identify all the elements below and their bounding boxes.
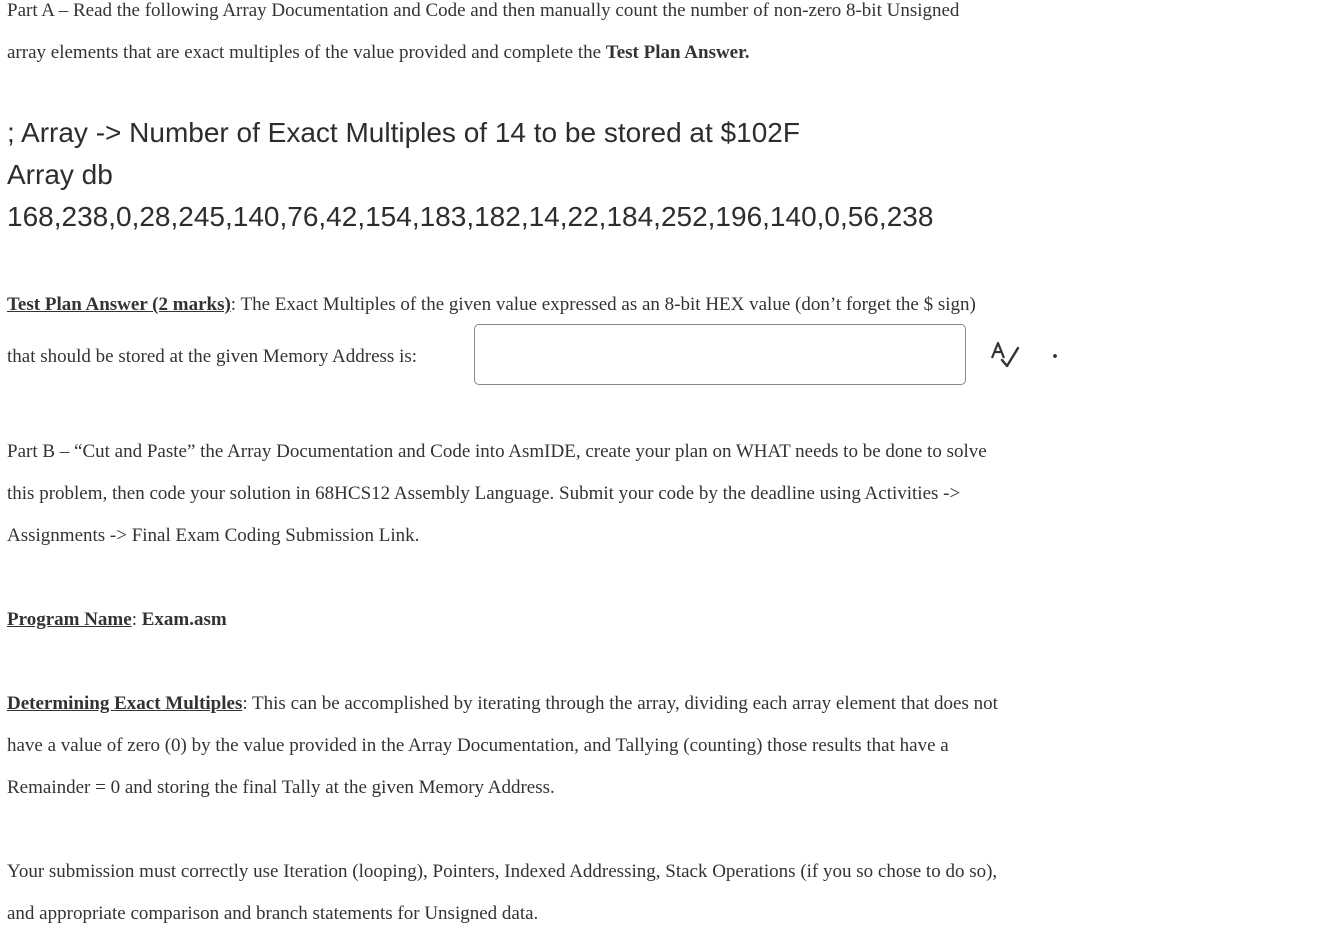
- part-a-line-2: [7, 42, 750, 64]
- code-array-values: 168,238,0,28,245,140,76,42,154,183,182,14,22,184,252,196,140,0,56,238: [7, 201, 934, 232]
- part-a-line-1: Part A – Read the following Array Documentation and Code and then manually count the number of non-zero 8-bit Unsigned: [7, 0, 960, 21]
- trailing-period: .: [1052, 338, 1058, 364]
- test-plan-answer-input[interactable]: [474, 324, 966, 385]
- part-b-line-2: this problem, then code your solution in 68HCS12 Assembly Language. Submit your code by the deadline using Activities ->: [7, 483, 961, 504]
- code-comment: ; Array -> Number of Exact Multiples of 14 to be stored at $102F: [7, 117, 800, 148]
- submission-line-2: and appropriate comparison and branch statements for Unsigned data.: [7, 903, 539, 924]
- program-name-line: [7, 609, 227, 631]
- determining-line-1-text: : This can be accomplished by iterating through the array, dividing each array element that does not: [242, 693, 998, 714]
- code-array-declaration: Array db: [7, 159, 113, 190]
- part-b-line-1: Part B – “Cut and Paste” the Array Documentation and Code into AsmIDE, create your plan on WHAT needs to be done to solve: [7, 441, 987, 462]
- test-plan-line-1: [7, 294, 976, 316]
- part-b-line-3: Assignments -> Final Exam Coding Submission Link.: [7, 525, 420, 546]
- program-name-value: Exam.asm: [141, 609, 227, 630]
- determining-line-3: Remainder = 0 and storing the final Tally at the given Memory Address.: [7, 777, 555, 798]
- part-a-test-plan-answer-bold: Test Plan Answer.: [605, 42, 750, 63]
- test-plan-line-2: that should be stored at the given Memory Address is:: [7, 346, 418, 367]
- determining-label: Determining Exact Multiples: [7, 693, 243, 714]
- determining-line-2: have a value of zero (0) by the value provided in the Array Documentation, and Tallying (counting) those results that have a: [7, 735, 949, 756]
- test-plan-line-1-text: : The Exact Multiples of the given value expressed as an 8-bit HEX value (don’t forget the $ sign): [230, 294, 976, 315]
- spellcheck-icon[interactable]: [988, 340, 1022, 370]
- part-a-line-2-text: array elements that are exact multiples of the value provided and complete the: [7, 42, 606, 63]
- program-name-label: Program Name: [7, 609, 132, 630]
- test-plan-label: Test Plan Answer (2 marks): [7, 294, 231, 315]
- program-name-separator: :: [131, 609, 142, 630]
- submission-line-1: Your submission must correctly use Iteration (looping), Pointers, Indexed Addressing, Stack Operations (if you so chose to do so),: [7, 861, 998, 882]
- determining-line-1: [7, 693, 998, 715]
